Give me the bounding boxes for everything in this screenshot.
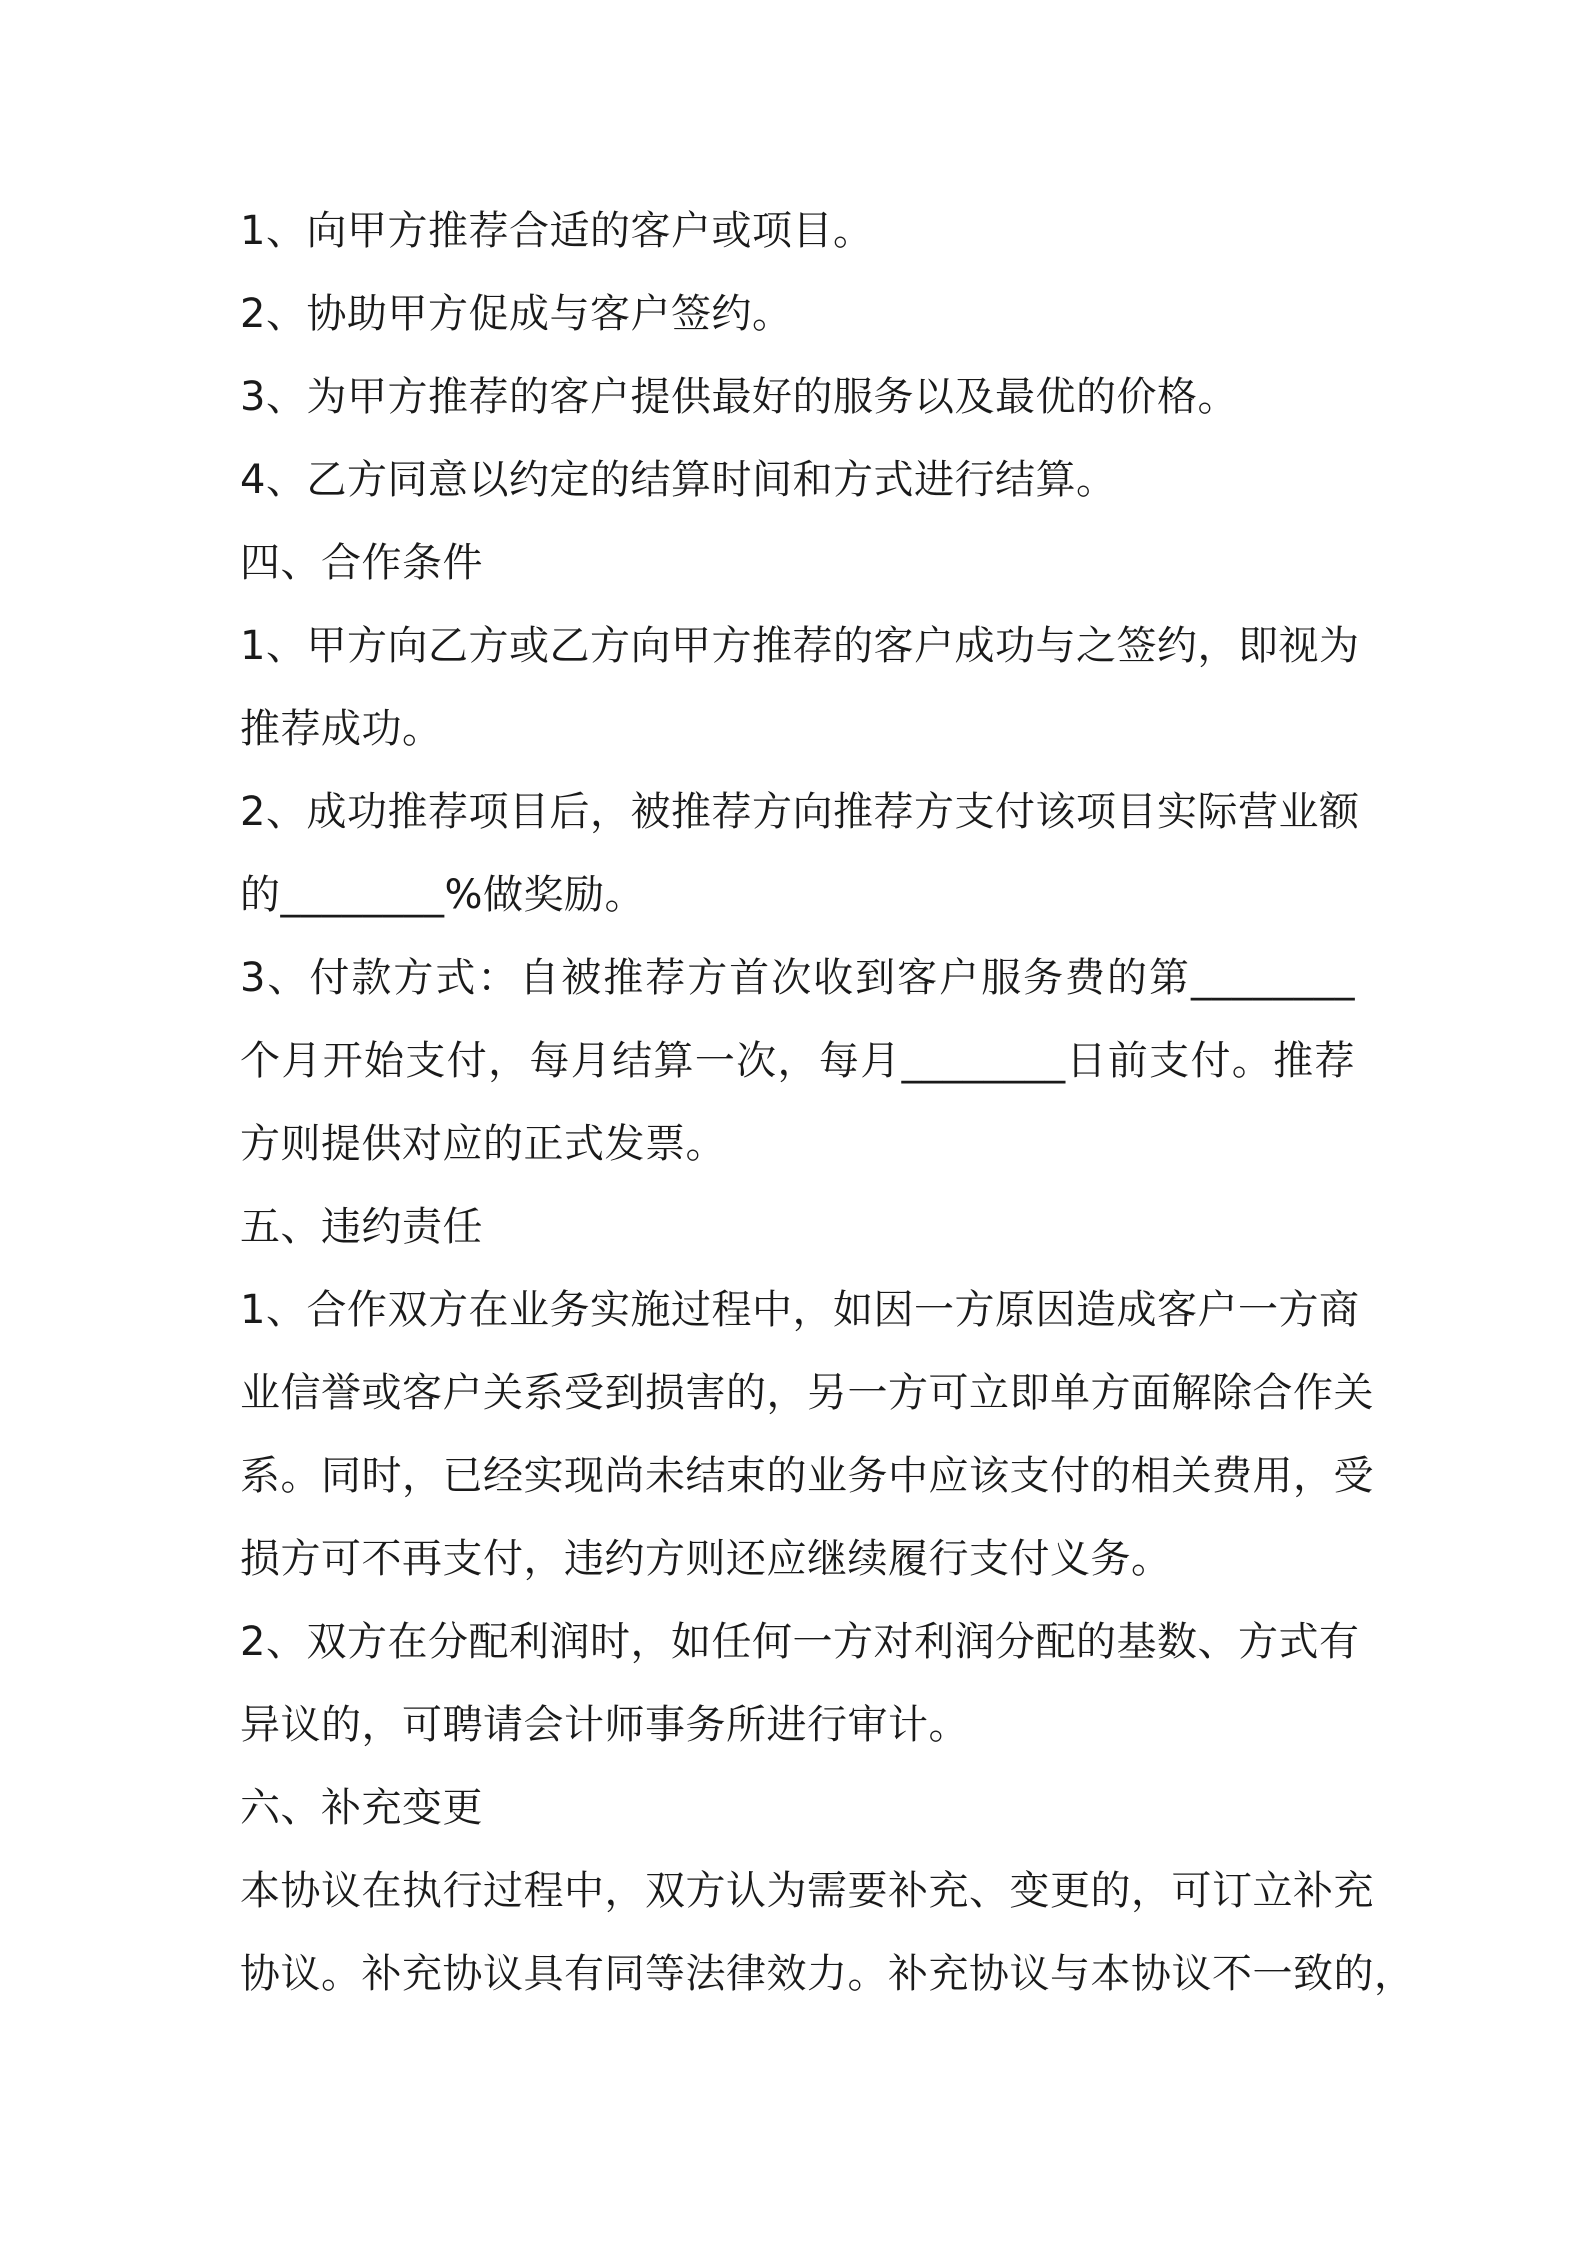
paragraph-line: 协议。补充协议具有同等法律效力。补充协议与本协议不一致的， xyxy=(240,1951,1415,1997)
paragraph-line: 2、双方在分配利润时，如任何一方对利润分配的基数、方式有 xyxy=(240,1619,1360,1665)
list-item-best-service: 3、为甲方推荐的客户提供最好的服务以及最优的价格。 xyxy=(240,374,1238,420)
section-heading-supplement-change: 六、补充变更 xyxy=(240,1785,483,1831)
paragraph-line: 的________%做奖励。 xyxy=(240,872,646,918)
paragraph-line: 1、甲方向乙方或乙方向甲方推荐的客户成功与之签约，即视为 xyxy=(240,623,1360,669)
paragraph-line: 方则提供对应的正式发票。 xyxy=(240,1121,726,1167)
section-heading-cooperation-conditions: 四、合作条件 xyxy=(240,540,483,586)
paragraph-line: 本协议在执行过程中，双方认为需要补充、变更的，可订立补充 xyxy=(240,1868,1374,1914)
list-item-recommend-client: 1、向甲方推荐合适的客户或项目。 xyxy=(240,208,874,254)
section-heading-breach-liability: 五、违约责任 xyxy=(240,1204,483,1250)
document-body xyxy=(240,190,1415,2016)
list-item-assist-signing: 2、协助甲方促成与客户签约。 xyxy=(240,291,793,337)
paragraph-line: 异议的，可聘请会计师事务所进行审计。 xyxy=(240,1702,969,1748)
paragraph-line: 2、成功推荐项目后，被推荐方向推荐方支付该项目实际营业额 xyxy=(240,789,1360,835)
paragraph-line: 系。同时，已经实现尚未结束的业务中应该支付的相关费用，受 xyxy=(240,1453,1374,1499)
paragraph-line: 1、合作双方在业务实施过程中，如因一方原因造成客户一方商 xyxy=(240,1287,1360,1333)
list-item-settlement: 4、乙方同意以约定的结算时间和方式进行结算。 xyxy=(240,457,1117,503)
paragraph-line: 3、付款方式：自被推荐方首次收到客户服务费的第________ xyxy=(240,955,1355,1001)
paragraph-line: 损方可不再支付，违约方则还应继续履行支付义务。 xyxy=(240,1536,1172,1582)
paragraph-line: 推荐成功。 xyxy=(240,706,443,752)
paragraph-line: 个月开始支付，每月结算一次，每月________日前支付。推荐 xyxy=(240,1038,1355,1084)
paragraph-line: 业信誉或客户关系受到损害的，另一方可立即单方面解除合作关 xyxy=(240,1370,1374,1416)
